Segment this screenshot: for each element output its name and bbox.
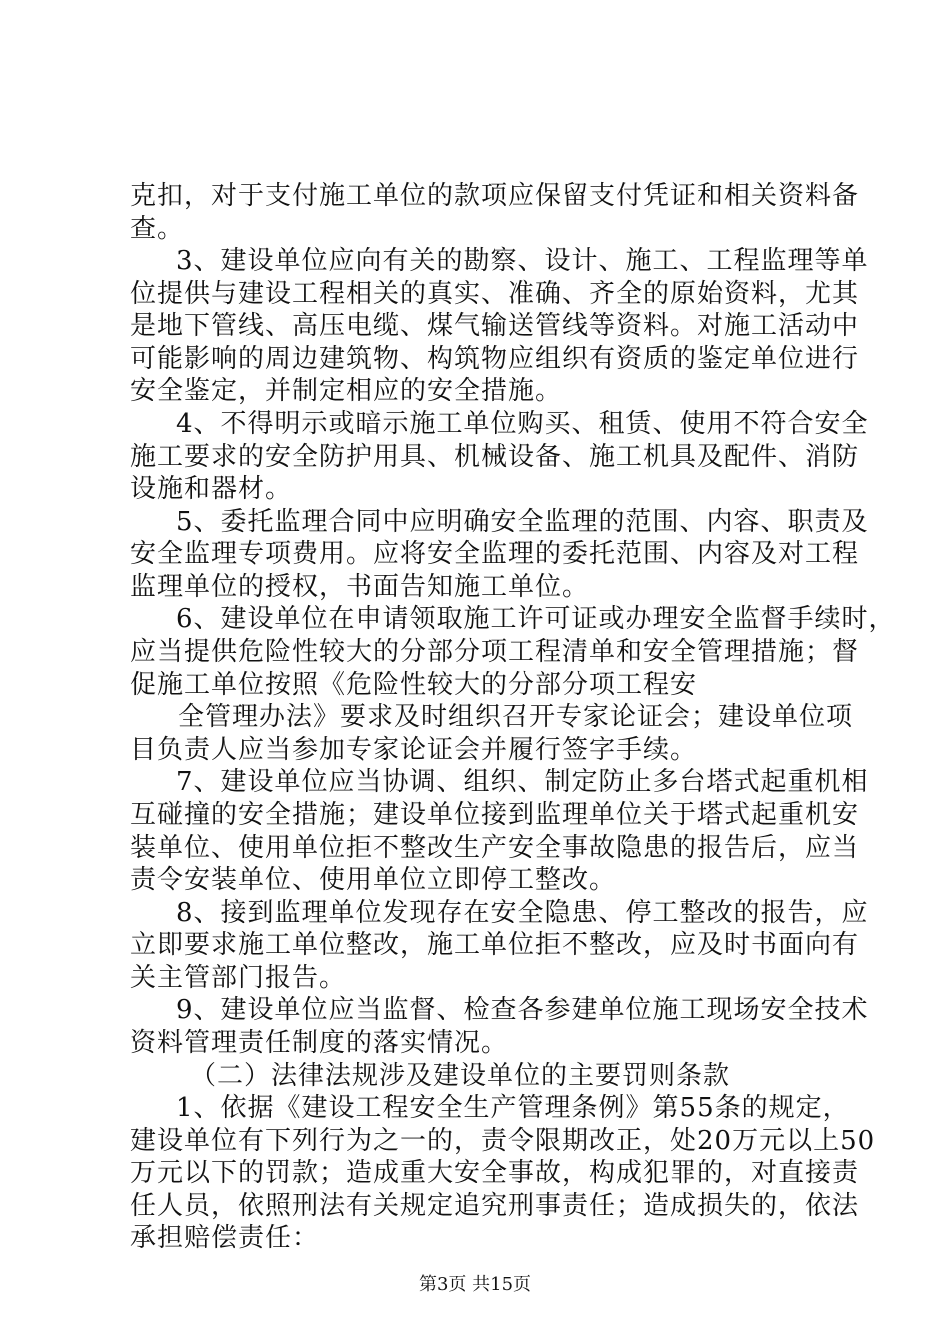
- text-line: 全管理办法》要求及时组织召开专家论证会；建设单位项: [178, 702, 854, 733]
- text-line: 7、建设单位应当协调、组织、制定防止多台塔式起重机相: [176, 767, 869, 798]
- text-line: 克扣，对于支付施工单位的款项应保留支付凭证和相关资料备: [130, 181, 860, 211]
- text-line: 3、建设单位应向有关的勘察、设计、施工、工程监理等单: [176, 246, 869, 277]
- text-line: 施工要求的安全防护用具、机械设备、施工机具及配件、消防: [130, 441, 860, 472]
- text-line: 监理单位的授权，书面告知施工单位。: [130, 571, 590, 602]
- text-line: 9、建设单位应当监督、检查各参建单位施工现场安全技术: [176, 995, 869, 1026]
- text-line: 万元以下的罚款；造成重大安全事故，构成犯罪的，对直接责: [130, 1158, 860, 1189]
- text-line: 互碰撞的安全措施；建设单位接到监理单位关于塔式起重机安: [130, 799, 860, 830]
- text-line: 位提供与建设工程相关的真实、准确、齐全的原始资料，尤其: [130, 278, 860, 309]
- text-line: 承担赔偿责任：: [130, 1223, 320, 1254]
- text-line: 任人员，依照刑法有关规定追究刑事责任；造成损失的，依法: [130, 1190, 860, 1221]
- text-line: 1、依据《建设工程安全生产管理条例》第55条的规定，: [176, 1093, 850, 1124]
- text-line: 关主管部门报告。: [130, 962, 347, 993]
- text-line: 促施工单位按照《危险性较大的分部分项工程安: [130, 669, 698, 700]
- text-line: 查。: [130, 213, 185, 244]
- text-line: 5、委托监理合同中应明确安全监理的范围、内容、职责及: [176, 506, 869, 537]
- text-line: 装单位、使用单位拒不整改生产安全事故隐患的报告后，应当: [130, 832, 860, 863]
- text-line: 安全监理专项费用。应将安全监理的委托范围、内容及对工程: [130, 539, 860, 570]
- text-line: 安全鉴定，并制定相应的安全措施。: [130, 376, 563, 407]
- page-number-footer: 第3页 共15页: [418, 1274, 532, 1295]
- text-line: 立即要求施工单位整改，施工单位拒不整改，应及时书面向有: [130, 930, 860, 961]
- text-line: 8、接到监理单位发现存在安全隐患、停工整改的报告，应: [176, 897, 869, 928]
- text-line: 建设单位有下列行为之一的，责令限期改正，处20万元以上50: [130, 1125, 876, 1156]
- text-line: 4、不得明示或暗示施工单位购买、租赁、使用不符合安全: [176, 409, 869, 440]
- text-line: 是地下管线、高压电缆、煤气输送管线等资料。对施工活动中: [130, 311, 860, 342]
- text-line: 可能影响的周边建筑物、构筑物应组织有资质的鉴定单位进行: [130, 343, 860, 374]
- text-line: 应当提供危险性较大的分部分项工程清单和安全管理措施；督: [130, 637, 860, 668]
- section-heading: （二）法律法规涉及建设单位的主要罚则条款: [190, 1060, 731, 1091]
- text-line: 目负责人应当参加专家论证会并履行签字手续。: [130, 734, 698, 765]
- text-line: 责令安装单位、使用单位立即停工整改。: [130, 865, 617, 896]
- text-line: 资料管理责任制度的落实情况。: [130, 1027, 509, 1058]
- text-line: 6、建设单位在申请领取施工许可证或办理安全监督手续时，: [176, 604, 896, 635]
- text-line: 设施和器材。: [130, 474, 293, 505]
